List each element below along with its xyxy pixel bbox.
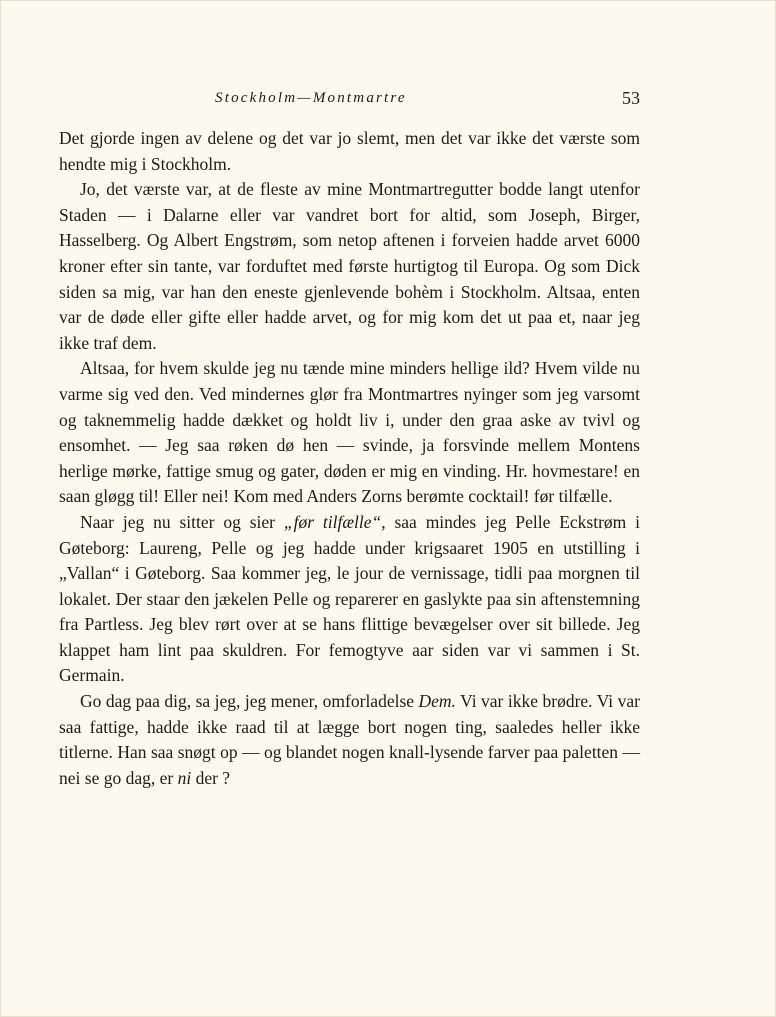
paragraph-4 [59, 510, 640, 689]
paragraph-5 [59, 689, 640, 791]
paragraph-5-start: Go dag paa dig, sa jeg, jeg mener, omforladelse [80, 691, 419, 712]
paragraph-5-emphasis: Dem. [418, 691, 456, 712]
page-header [215, 90, 640, 114]
paragraph-1: Det gjorde ingen av delene og det var jo slemt, men det var ikke det værste som hendte mig i Stockholm. [59, 128, 640, 174]
page-number: 53 [622, 88, 640, 108]
paragraph-5-end: der ? [191, 767, 231, 788]
paragraph-4-start: Naar jeg nu sitter og sier [80, 511, 284, 532]
running-title: Stockholm—Montmartre [215, 90, 407, 106]
paragraph-5-emphasis-2: ni [177, 767, 192, 788]
paragraph-5-middle: Vi var ikke brødre. Vi var saa fattige, hadde ikke raad til at lægge bort nogen ting, saaledes heller ikke titlerne. Han saa snøgt op — og blandet nogen knall-lysende farver paa paletten — nei se go dag, er [59, 691, 640, 788]
paragraph-3: Altsaa, for hvem skulde jeg nu tænde mine minders hellige ild? Hvem vilde nu varme sig ved den. Ved mindernes glør fra Montmartres nyinger som jeg varsomt og taknemmelig hadde dækket og holdt liv i, under den graa aske av tvivl og ensomhet. — Jeg saa røken dø hen — svinde, ja forsvinde mellem Montens herlige mørke, fattige smug og gater, døden er mig en vinding. Hr. hovmestare! en saan gløgg til! Eller nei! Kom med Anders Zorns berømte cocktail! før tilfælle. [59, 358, 640, 507]
body-text [59, 126, 640, 791]
paragraph-2: Jo, det værste var, at de fleste av mine Montmartregutter bodde langt utenfor Staden — i Dalarne eller var vandret bort for altid, som Joseph, Birger, Hasselberg. Og Albert Engstrøm, som netop aftenen i forveien hadde arvet 6000 kroner efter sin tante, var forduftet med første hurtigtog til Europa. Og som Dick siden sa mig, var han den eneste gjenlevende bohèm i Stockholm. Altsaa, enten var de døde eller gifte eller hadde arvet, og for mig kom det ut paa et, naar jeg ikke traf dem. [59, 179, 640, 353]
paragraph-4-emphasis: „før tilfælle“ [283, 511, 382, 532]
paragraph-4-rest: , saa mindes jeg Pelle Eckstrøm i Gøteborg: Laureng, Pelle og jeg hadde under krigsaaret 1905 en utstilling i „Vallan“ i Gøteborg. Saa kommer jeg, le jour de vernissage, tidli paa morgnen til lokalet. Der staar den jækelen Pelle og reparerer en gaslykte paa sin aftenstemning fra Partless. Jeg blev rørt over at se hans flittige bevægelser over sit billede. Jeg klappet ham lint paa skuldren. For femogtyve aar siden var vi sammen i St. Germain. [59, 511, 641, 686]
